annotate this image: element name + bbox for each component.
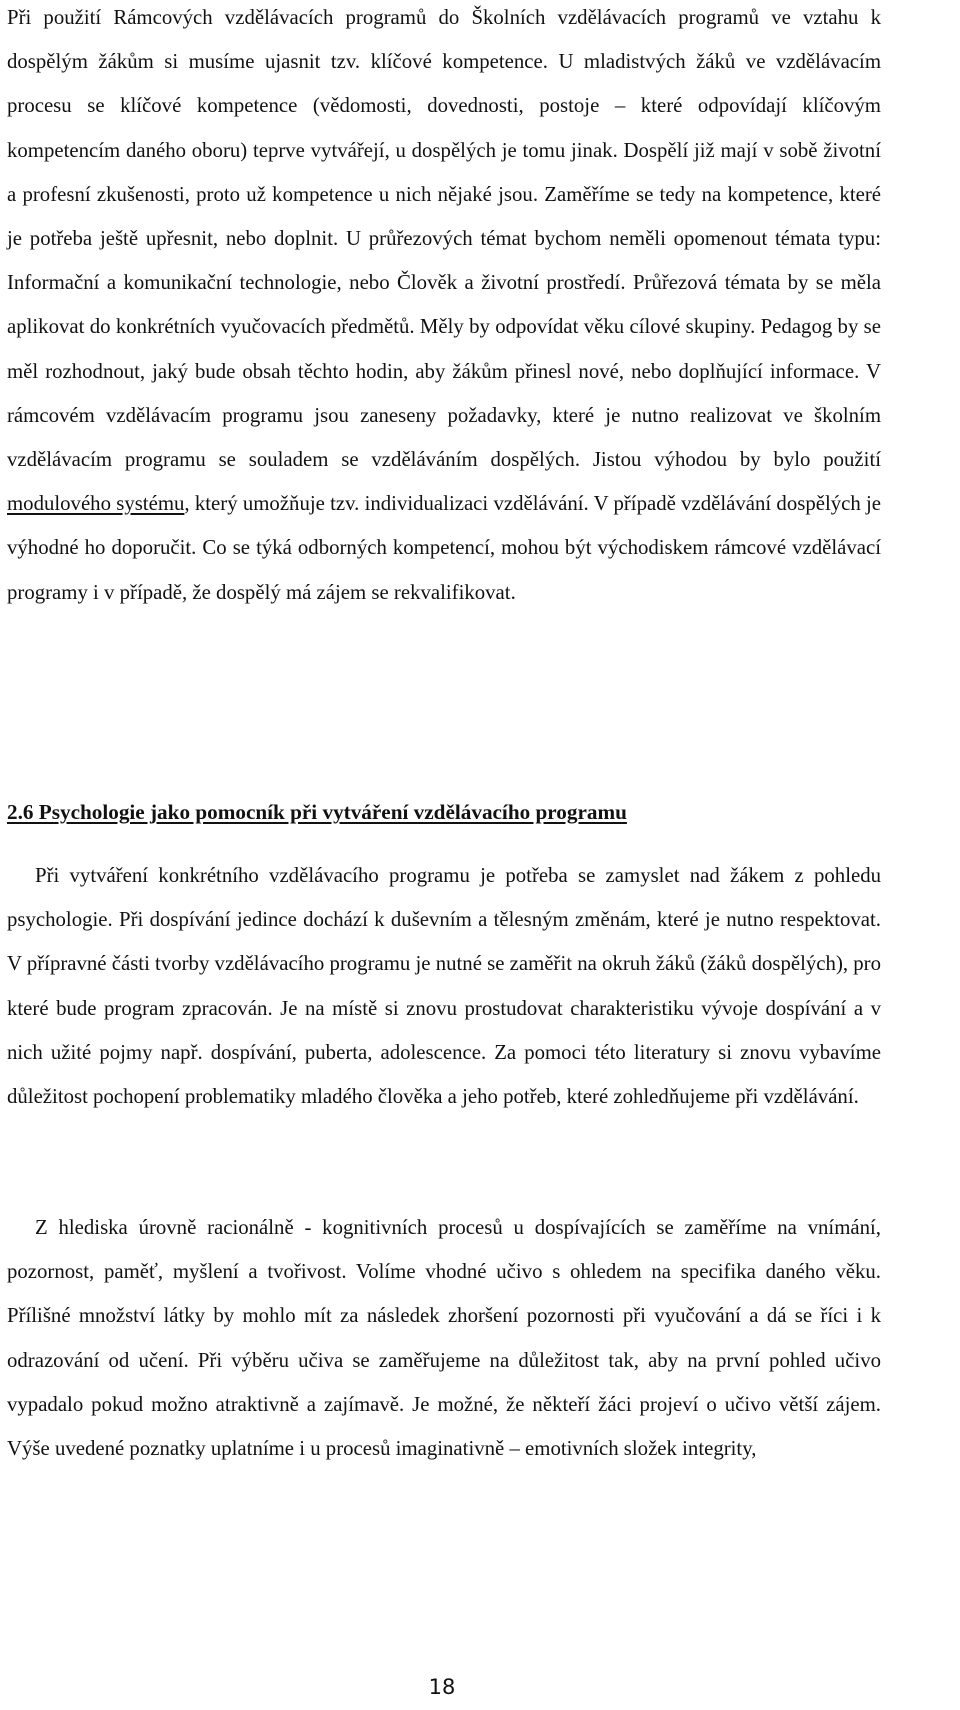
section-heading-psychologie: 2.6 Psychologie jako pomocník při vytváření vzdělávacího programu <box>7 800 627 824</box>
paragraph-kompetence-text-end: , který umožňuje tzv. individualizaci vzdělávání. V případě vzdělávání dospělých je výhodné ho doporučit. Co se týká odborných kompetencí, mohou být východiskem rámcové vzdělávací programy i v případě, že dospělý má zájem se rekvalifikovat. <box>7 492 882 604</box>
paragraph-kompetence-text-start: Při použití Rámcových vzdělávacích programů do Školních vzdělávacích programů ve vztahu k dospělým žákům si musíme ujasnit tzv. klíčové kompetence. U mladistvých žáků ve vzdělávacím procesu se klíčové kompetence (vědomosti, dovednosti, postoje – které odpovídají klíčovým kompetencím daného oboru) teprve vytvářejí, u dospělých je tomu jinak. Dospělí již mají v sobě životní a profesní zkušenosti, proto už kompetence u nich nějaké jsou. Zaměříme se tedy na kompetence, které je potřeba ještě upřesnit, nebo doplnit. U průřezových témat bychom neměli opomenout témata typu: Informační a komunikační technologie, nebo Člověk a životní prostředí. Průřezová témata by se měla aplikovat do konkrétních vyučovacích předmětů. Měly by odpovídat věku cílové skupiny. Pedagog by se měl rozhodnout, jaký bude obsah těchto hodin, aby žákům přinesl nové, nebo doplňující informace. V rámcovém vzdělávacím programu jsou zaneseny požadavky, které je nutno realizovat ve školním vzdělávacím programu se souladem se vzděláváním dospělých. Jistou výhodou by bylo použití <box>7 6 881 472</box>
paragraph-kognitivni-procesy: Z hlediska úrovně racionálně - kognitivních procesů u dospívajících se zaměříme na vnímání, pozornost, paměť, myšlení a tvořivost. Volíme vhodné učivo s ohledem na specifika daného věku. Přílišné množství látky by mohlo mít za následek zhoršení pozornosti při vyučování a dá se říci i k odrazování od učení. Při výběru učiva se zaměřujeme na důležitost tak, aby na první pohled učivo vypadalo pokud možno atraktivně a zajímavě. Je možné, že někteří žáci projeví o učivo větší zájem. Výše uvedené poznatky uplatníme i u procesů imaginativně – emotivních složek integrity, <box>7 1216 881 1461</box>
page-number: 18 <box>428 1675 456 1699</box>
paragraph-kompetence <box>7 0 881 615</box>
paragraph-psychologie: Při vytváření konkrétního vzdělávacího programu je potřeba se zamyslet nad žákem z pohledu psychologie. Při dospívání jedince dochází k duševním a tělesným změnám, které je nutno respektovat. V přípravné části tvorby vzdělávacího programu je nutné se zaměřit na okruh žáků (žáků dospělých), pro které bude program zpracován. Je na místě si znovu prostudovat charakteristiku vývoje dospívání a v nich užité pojmy např. dospívání, puberta, adolescence. Za pomoci této literatury si znovu vybavíme důležitost pochopení problematiky mladého člověka a jeho potřeb, které zohledňujeme při vzdělávání. <box>7 864 881 1109</box>
modulovy-system-underlined-term: modulového systému <box>7 492 185 516</box>
